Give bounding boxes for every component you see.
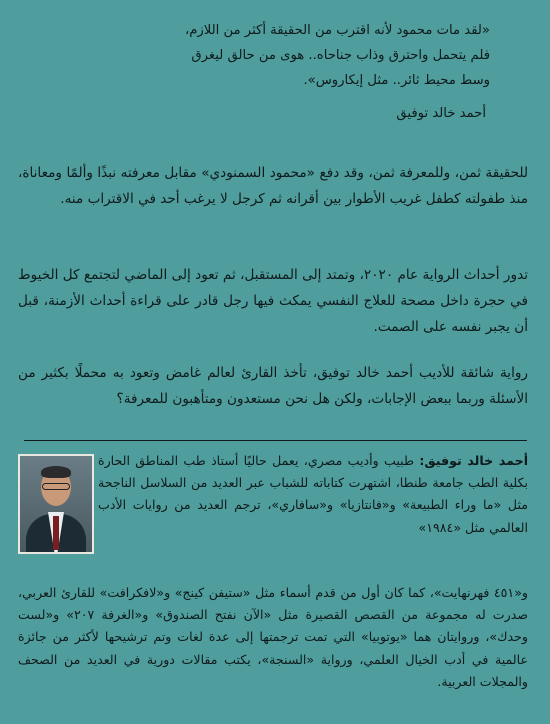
quote-line: «لقد مات محمود لأنه اقترب من الحقيقة أكثر من اللازم،: [184, 23, 490, 38]
quote-author: أحمد خالد توفيق: [396, 106, 486, 121]
synopsis-paragraph-1: [18, 160, 528, 212]
epigraph-quote: [70, 18, 490, 126]
author-bio: [18, 450, 528, 693]
bio-intro-text: طبيب وأديب مصري، يعمل حاليًا أستاذ طب المناطق الحارة بكلية الطب جامعة طنطا، اشتهرت كتاباته للشباب عبر العديد من السلاسل الناجحة مثل «ما وراء الطبيعة» و«فانتازيا» و«سافاري»، ترجم العديد من روايات الأدب العالمي مثل «١٩٨٤»: [98, 453, 528, 535]
synopsis-paragraph-2: [18, 262, 528, 340]
author-bio-header: [18, 450, 528, 582]
author-photo: [18, 454, 94, 554]
quote-line: فلم يتحمل واحترق وذاب جناحاه.. هوى من حالق ليغرق: [191, 48, 490, 63]
author-name: أحمد خالد توفيق:: [419, 453, 529, 468]
paragraph-text: للحقيقة ثمن، وللمعرفة ثمن، وقد دفع «محمود السمنودي» مقابل معرفته نبذًا وألمًا ومعاناة، منذ طفولته كطفل غريب الأطوار بين أقرانه ثم كرجل لا يرغب أحد في الاقتراب منه.: [18, 165, 528, 207]
bio-intro: [98, 450, 528, 539]
paragraph-text: رواية شائقة للأديب أحمد خالد توفيق، تأخذ القارئ لعالم غامض وتعود به محملًا بكثير من الأسئلة وربما ببعض الإجابات، ولكن هل نحن مستعدون ومتأهبون للمعرفة؟: [18, 365, 528, 407]
quote-line: وسط محيط ثائر.. مثل إيكاروس».: [303, 73, 490, 88]
bio-body: و«٤٥١ فهرنهايت»، كما كان أول من قدم أسماء مثل «ستيفن كينج» و«لافكرافت» للقارئ العربي، صدرت له مجموعة من القصص القصيرة مثل «الآن نفتح الصندوق» و«الغرفة ٢٠٧» و«لست وحدك»، وروايتان هما «يوتوبيا» التي تمت ترجمتها إلى عدة لغات وتم ترشيحها لأكثر من جائزة عالمية في أدب الخيال العلمي، ورواية «السنجة»، يكتب مقالات دورية في العديد من الصحف والمجلات العربية.: [18, 585, 528, 689]
paragraph-text: تدور أحداث الرواية عام ٢٠٢٠، وتمتد إلى المستقبل، ثم تعود إلى الماضي لتجتمع كل الخيوط في حجرة داخل مصحة للعلاج النفسي يمكث فيها رجل قادر على قراءة أحداث الأزمنة، قبل أن يجبر نفسه على الصمت.: [18, 267, 528, 335]
synopsis-paragraph-3: [18, 360, 528, 412]
divider-line: [24, 440, 527, 441]
